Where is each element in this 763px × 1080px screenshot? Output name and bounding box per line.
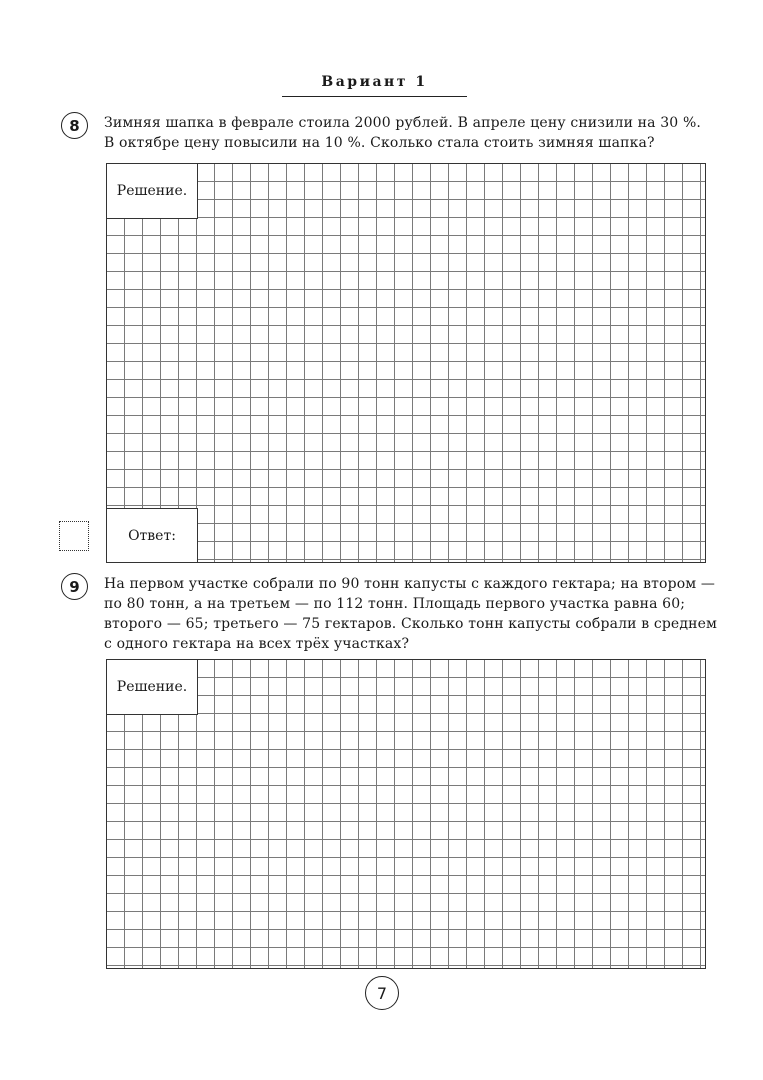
- task-8-score-box[interactable]: [59, 521, 89, 551]
- task-9-text-line: На первом участке собрали по 90 тонн капусты с каждого гектара; на втором —: [104, 576, 716, 592]
- task-9-text-line: по 80 тонн, а на третьем — по 112 тонн. Площадь первого участка равна 60;: [104, 596, 686, 612]
- task-9-text: [104, 574, 718, 654]
- task-9-text-line: с одного гектара на всех трёх участках?: [104, 636, 410, 652]
- task-9-solution-label: Решение.: [107, 660, 198, 715]
- task-9-solution-grid[interactable]: [106, 659, 706, 969]
- task-8-text-line: Зимняя шапка в феврале стоила 2000 рублей. В апреле цену снизили на 30 %.: [104, 115, 702, 131]
- task-8-solution-label: Решение.: [107, 164, 198, 219]
- task-9-number-badge: 9: [61, 573, 88, 600]
- page-number: 7: [365, 976, 399, 1010]
- task-8-text-line: В октябре цену повысили на 10 %. Сколько стала стоить зимняя шапка?: [104, 135, 655, 151]
- page-header-title: Вариант 1: [282, 74, 467, 97]
- task-8-solution-grid[interactable]: [106, 163, 706, 563]
- task-8-number-badge: 8: [61, 112, 88, 139]
- task-9-text-line: второго — 65; третьего — 75 гектаров. Сколько тонн капусты собрали в среднем: [104, 616, 718, 632]
- task-8-answer-label: Ответ:: [107, 508, 198, 562]
- task-8-text: [104, 113, 708, 153]
